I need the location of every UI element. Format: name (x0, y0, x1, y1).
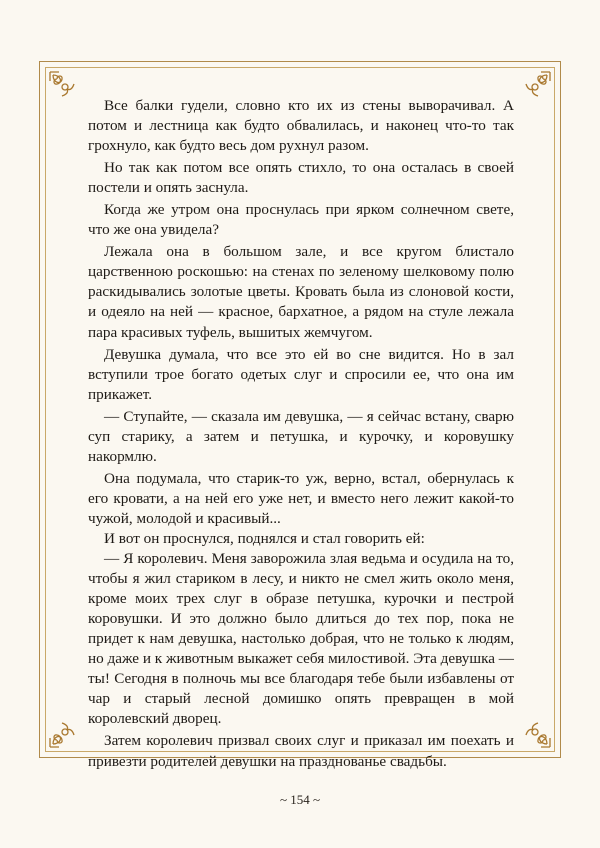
paragraph: Когда же утром она проснулась при ярком солнечном свете, что же она увидела? (88, 201, 514, 239)
paragraph: — Ступайте, — сказала им девушка, — я сейчас встану, сварю суп старику, а затем и петушка, и курочку, и коровушку накормлю. (88, 407, 514, 465)
paragraph: Лежала она в большом зале, и все кругом блистало царственною роскошью: на стенах по зеленому шелковому полю раскидывались золотые цветы. Кровать была из слоновой кости, и одеяло на ней — красное, бархатное, а рядом на стуле лежала пара красивых туфель, вышитых жемчугом. (88, 243, 514, 341)
paragraph: Девушка думала, что все это ей во сне видится. Но в зал вступили трое богато одетых слуг и спросили ее, что она им прикажет. (88, 345, 514, 403)
corner-ornament-icon (47, 720, 77, 750)
paragraph: И вот он проснулся, поднялся и стал говорить ей: (104, 529, 425, 547)
paragraph: Все балки гудели, словно кто их из стены выворачивал. А потом и лестница как будто обвалилась, и наконец что-то так грохнуло, как будто весь дом рухнул разом. (88, 97, 514, 155)
paragraph: Затем королевич призвал своих слуг и приказал им поехать и привезти родителей девушки на празднованье свадьбы. (88, 732, 514, 770)
story-text (88, 96, 514, 772)
corner-ornament-icon (47, 69, 77, 99)
paragraph: Она подумала, что старик-то уж, верно, встал, обернулась к его кровати, а на ней его уже нет, и вместо него лежит какой-то чужой, молодой и красивый... (88, 469, 514, 527)
page-number: ~ 154 ~ (279, 792, 321, 807)
paragraph: Но так как потом все опять стихло, то она осталась в своей постели и опять заснула. (88, 159, 514, 197)
corner-ornament-icon (523, 720, 553, 750)
paragraph: — Я королевич. Меня заворожила злая ведьма и осудила на то, чтобы я жил стариком в лесу, и никто не смел жить около меня, кроме моих трех слуг в образе петушка, курочки и пестрой коровушки. И это должно было длиться до тех пор, пока не придет к нам девушка, настолько добрая, что не только к людям, но даже и к животным выкажет себя милостивой. Эта девушка — ты! Сегодня в полночь мы все благодаря тебе были избавлены от чар и старый лесной домишко опять превращен в мой королевский дворец. (88, 550, 514, 728)
corner-ornament-icon (523, 69, 553, 99)
